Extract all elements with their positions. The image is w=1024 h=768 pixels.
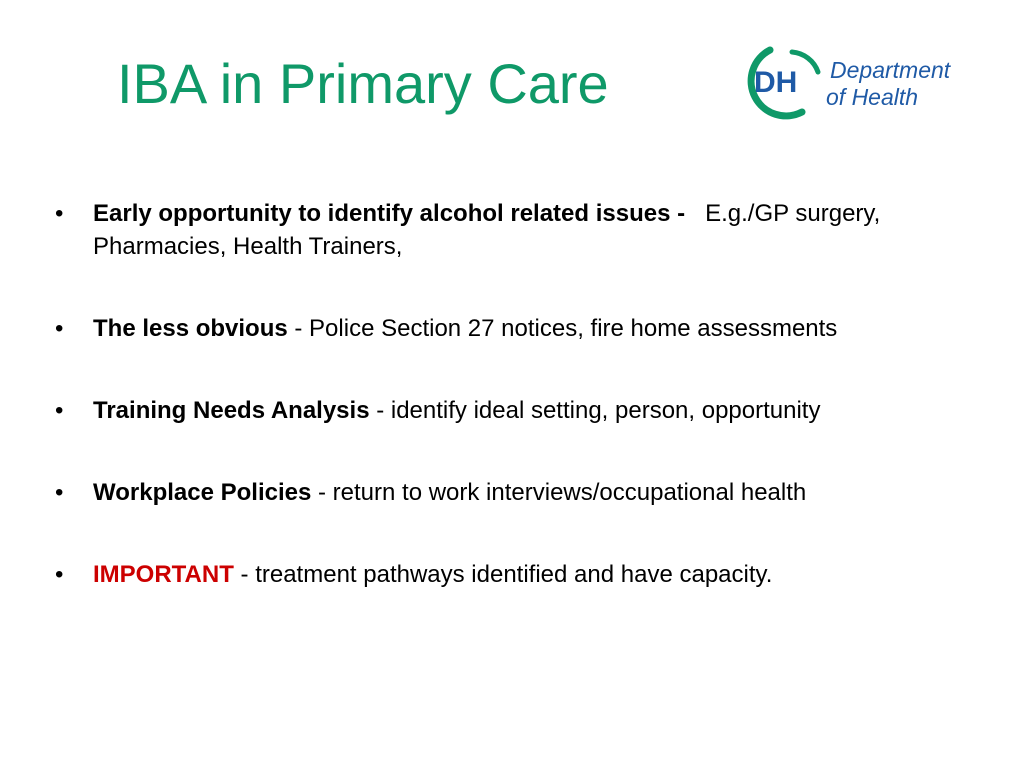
bullet-text: - return to work interviews/occupational health [311, 479, 807, 506]
bullet-list [55, 197, 985, 640]
logo-mark: DH [754, 66, 798, 99]
bullet-dot: • [55, 397, 64, 424]
bullet-item [55, 476, 985, 509]
bullet-text: - identify ideal setting, person, opportunity [369, 397, 821, 424]
bullet-dot: • [55, 315, 64, 342]
bullet-text: E.g./GP surgery, Pharmacies, Health Trainers, [93, 200, 887, 260]
dh-logo-graphic [740, 42, 980, 122]
slide-title: IBA in Primary Care [117, 52, 609, 115]
bullet-text: - Police Section 27 notices, fire home assessments [287, 315, 838, 342]
bullet-item [55, 394, 985, 427]
department-of-health-logo [740, 42, 980, 122]
logo-line-1: Department [830, 57, 951, 83]
bullet-item [55, 558, 985, 591]
bullet-heading-important: IMPORTANT [93, 561, 234, 588]
bullet-heading: Training Needs Analysis [93, 397, 370, 424]
bullet-dot: • [55, 479, 64, 506]
bullet-dot: • [55, 200, 64, 227]
bullet-heading: Early opportunity to identify alcohol related issues - [93, 200, 686, 227]
bullet-item [55, 312, 985, 345]
bullet-heading: Workplace Policies [93, 479, 312, 506]
bullet-heading: The less obvious [93, 315, 288, 342]
bullet-dot: • [55, 561, 64, 588]
bullet-text: - treatment pathways identified and have capacity. [233, 561, 773, 588]
bullet-item [55, 197, 985, 263]
logo-line-2: of Health [826, 84, 919, 110]
